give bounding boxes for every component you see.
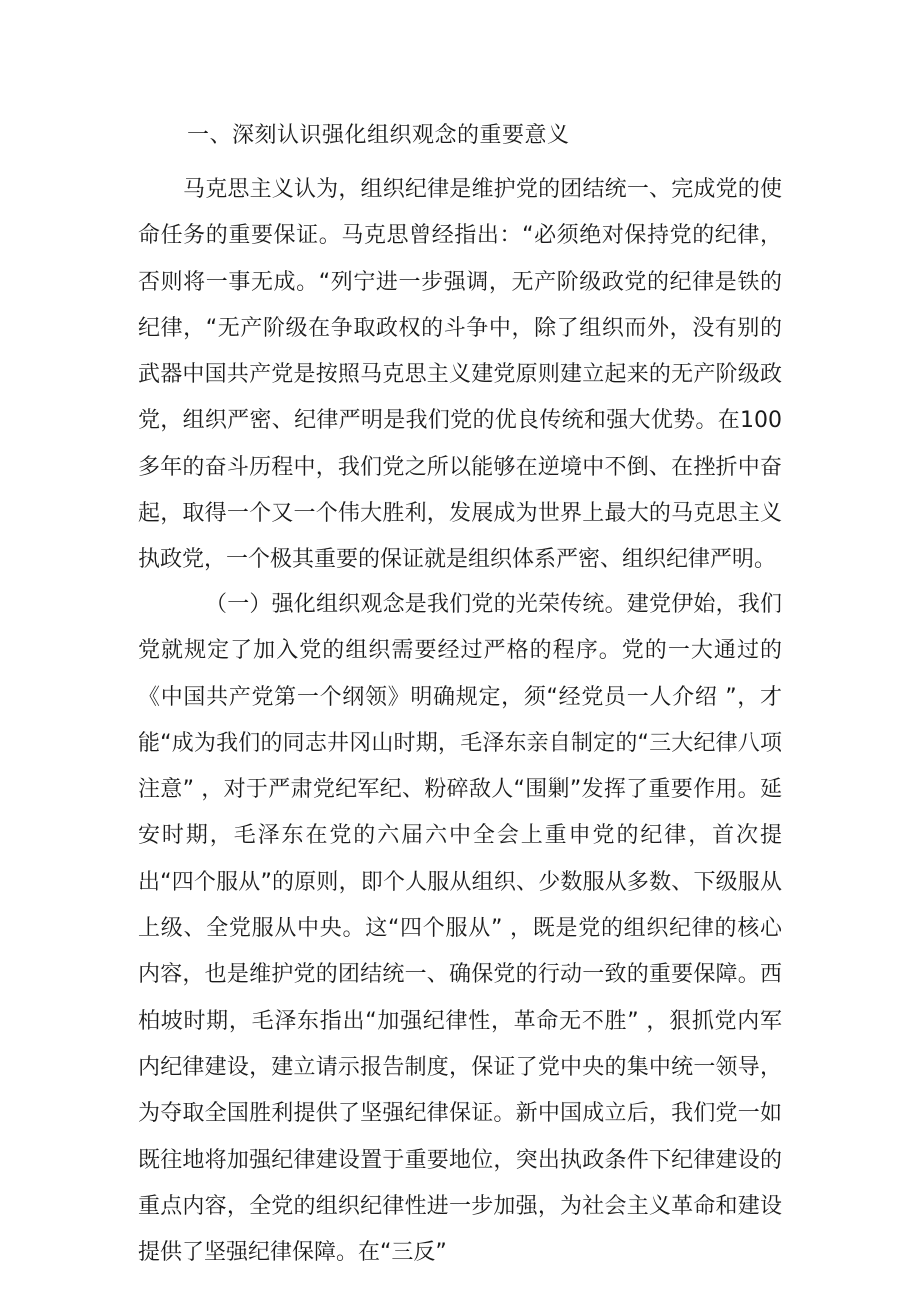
section-heading: 一、深刻认识强化组织观念的重要意义 — [187, 123, 570, 148]
paragraph-1: 马克思主义认为，组织纪律是维护党的团结统一、完成党的使命任务的重要保证。马克思曾经指出：“必须绝对保持党的纪律，否则将一事无成。“列宁进一步强调，无产阶级政党的纪律是铁的纪律，“无产阶级在争取政权的斗争中，除了组织而外，没有别的武器中国共产党是按照马克思主义建党原则建立起来的无产阶级政党，组织严密、纪律严明是我们党的优良传统和强大优势。在100多年的奋斗历程中，我们党之所以能够在逆境中不倒、在挫折中奋起，取得一个又一个伟大胜利，发展成为世界上最大的马克思主义执政党，一个极其重要的保证就是组织体系严密、组织纪律严明。 — [138, 177, 782, 573]
paragraph-2: （一）强化组织观念是我们党的光荣传统。建党伊始，我们党就规定了加入党的组织需要经过严格的程序。党的一大通过的《中国共产党第一个纲领》明确规定，须“经党员一人介绍 ”，才能“成为我们的同志井冈山时期，毛泽东亲自制定的“三大纪律八项注意” ，对于严肃党纪军纪、粉碎敌人“围剿”发挥了重要作用。延安时期，毛泽东在党的六届六中全会上重申党的纪律，首次提出“四个服从”的原则，即个人服从组织、少数服从多数、下级服从上级、全党服从中央。这“四个服从” ，既是党的组织纪律的核心内容，也是维护党的团结统一、确保党的行动一致的重要保障。西柏坡时期，毛泽东指出“加强纪律性，革命无不胜” ，狠抓党内军内纪律建设，建立请示报告制度，保证了党中央的集中统一领导，为夺取全国胜利提供了坚强纪律保证。新中国成立后，我们党一如既往地将加强纪律建设置于重要地位，突出执政条件下纪律建设的重点内容，全党的组织纪律性进一步加强，为社会主义革命和建设提供了坚强纪律保障。在“三反” — [138, 592, 782, 1266]
